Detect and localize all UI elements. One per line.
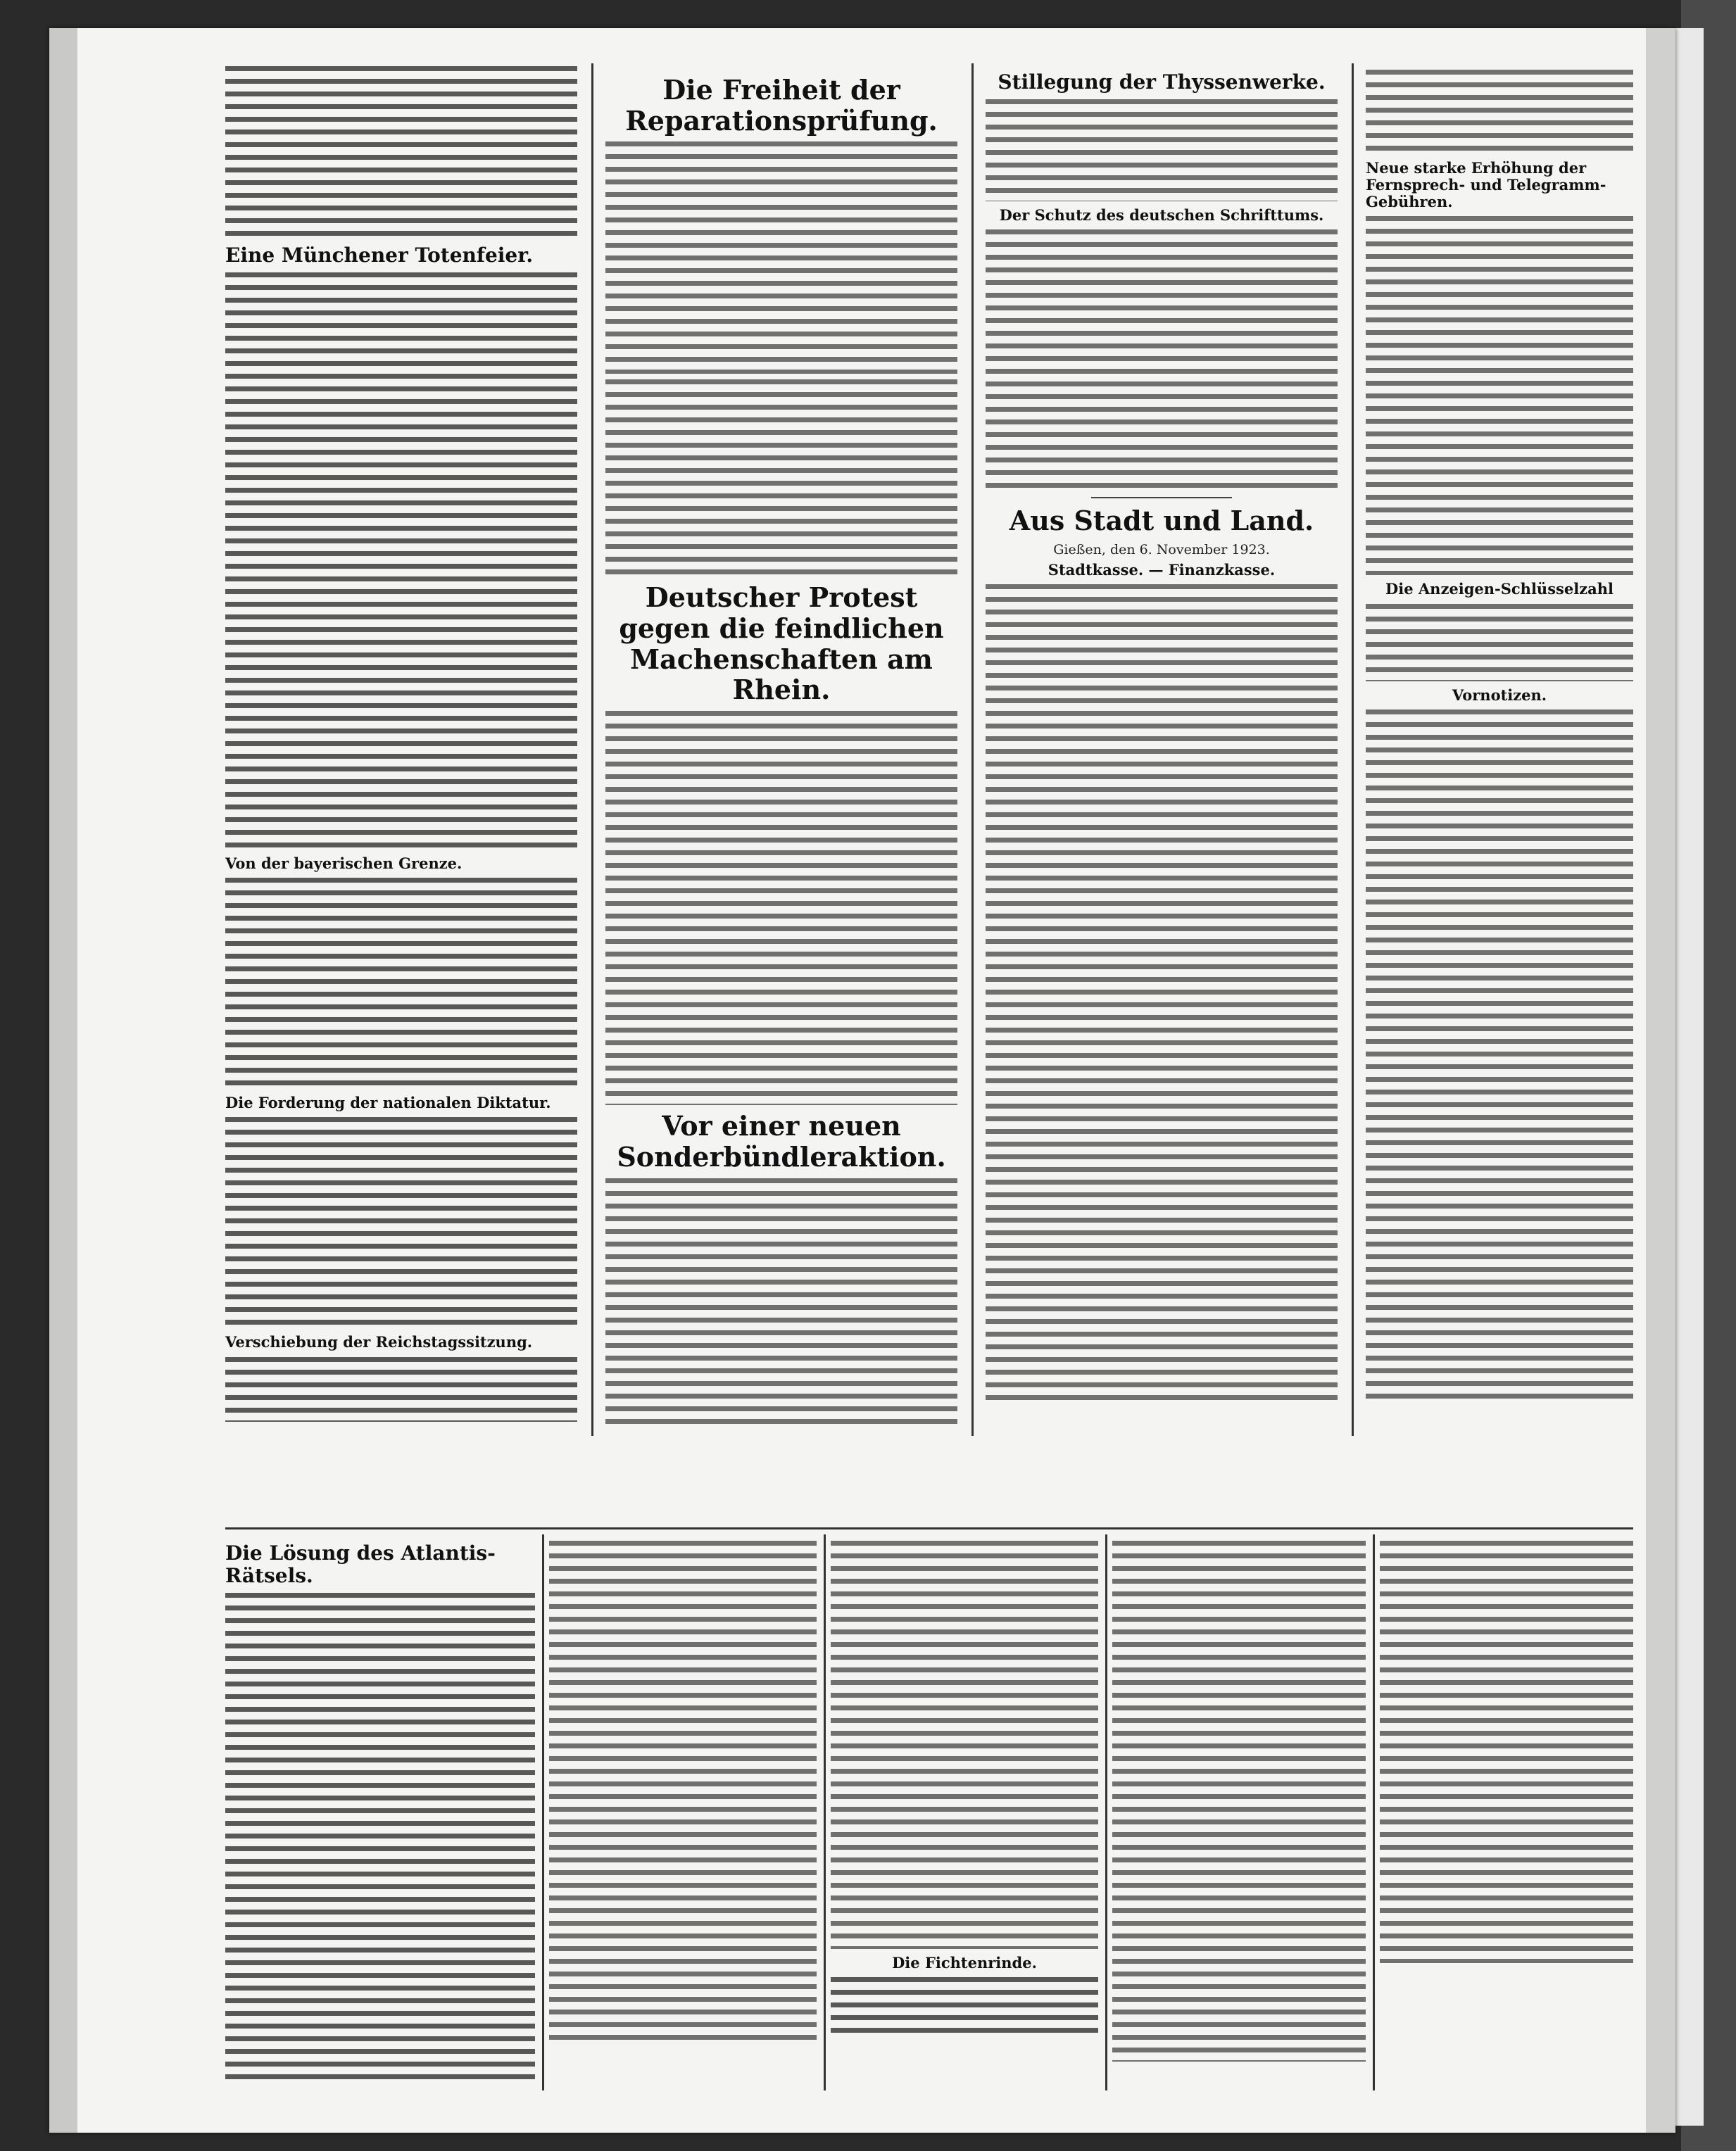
article-text — [986, 584, 1338, 1401]
headline-thyssenwerke: Stillegung der Thyssenwerke. — [998, 70, 1326, 94]
headline-reichstagssitzung: Verschiebung der Reichstagssitzung. — [225, 1333, 533, 1351]
article-text — [1380, 1541, 1633, 1963]
article-text — [1112, 1541, 1366, 2062]
column-rule — [1105, 1534, 1107, 2090]
headline-reparationspruefung: Die Freiheit der Reparationsprüfung. — [625, 74, 938, 137]
column-rule — [542, 1534, 544, 2090]
headline-schrifttum: Der Schutz des deutschen Schrifttums. — [999, 206, 1324, 225]
article-text — [605, 379, 957, 576]
article-text — [1366, 709, 1633, 1399]
column-rule — [1373, 1534, 1375, 2090]
headline-muenchener-totenfeier: Eine Münchener Totenfeier. — [225, 244, 534, 267]
headline-fernsprech-gebuehren: Neue starke Erhöhung der Fernsprech- und Telegramm-Gebühren. — [1366, 159, 1606, 211]
article-text — [225, 1593, 535, 2086]
article-text — [986, 229, 1338, 490]
column-rule — [824, 1534, 826, 2090]
bottom-column-2 — [549, 1538, 817, 2087]
column-rule — [1352, 63, 1354, 1436]
page-edge — [1675, 28, 1704, 2126]
article-text — [225, 66, 577, 239]
scan-border-left — [49, 28, 77, 2133]
column-1 — [225, 63, 577, 1422]
headline-schluesselzahl: Die Anzeigen-Schlüsselzahl — [1385, 580, 1614, 598]
section-title-stadt-und-land: Aus Stadt und Land. — [1009, 505, 1314, 537]
newspaper-page — [49, 28, 1675, 2133]
headline-deutscher-protest: Deutscher Protest gegen die feindlichen Machenschaften am Rhein. — [619, 581, 944, 706]
column-2 — [605, 70, 957, 1429]
column-3 — [986, 67, 1338, 1425]
article-text — [225, 272, 577, 850]
article-text — [1366, 604, 1633, 681]
headline-bayerische-grenze: Von der bayerischen Grenze. — [225, 854, 463, 873]
section-divider — [1091, 497, 1232, 498]
bottom-column-1 — [225, 1538, 535, 2087]
headline-stadtkasse: Stadtkasse. — Finanzkasse. — [1048, 561, 1276, 579]
headline-fichtenrinde: Die Fichtenrinde. — [892, 1954, 1037, 1972]
article-text — [986, 99, 1338, 201]
headline-vornotizen: Vornotizen. — [1452, 686, 1547, 704]
column-4 — [1366, 67, 1633, 1425]
dateline: Gießen, den 6. November 1923. — [1053, 542, 1270, 558]
article-text — [605, 711, 957, 1105]
column-rule — [591, 63, 593, 1436]
article-text — [831, 1977, 1098, 2040]
article-text — [831, 1541, 1098, 1949]
article-text — [549, 1541, 817, 2048]
scan-border-right — [1646, 28, 1675, 2133]
bottom-section-rule — [225, 1527, 1633, 1529]
article-text — [605, 141, 957, 374]
headline-nationale-diktatur: Die Forderung der nationalen Diktatur. — [225, 1094, 551, 1112]
article-text — [1366, 216, 1633, 575]
bottom-column-4 — [1112, 1538, 1366, 2087]
article-text — [225, 878, 577, 1089]
bottom-column-3 — [831, 1538, 1098, 2087]
article-text — [1366, 70, 1633, 154]
article-text — [605, 1178, 957, 1430]
article-text — [225, 1117, 577, 1328]
article-text — [225, 1357, 577, 1422]
headline-atlantis-raetsel: Die Lösung des Atlantis-Rätsels. — [225, 1541, 496, 1588]
bottom-column-5 — [1380, 1538, 1633, 2087]
headline-sonderbuendleraktion: Vor einer neuen Sonderbündleraktion. — [617, 1110, 946, 1173]
column-rule — [971, 63, 974, 1436]
